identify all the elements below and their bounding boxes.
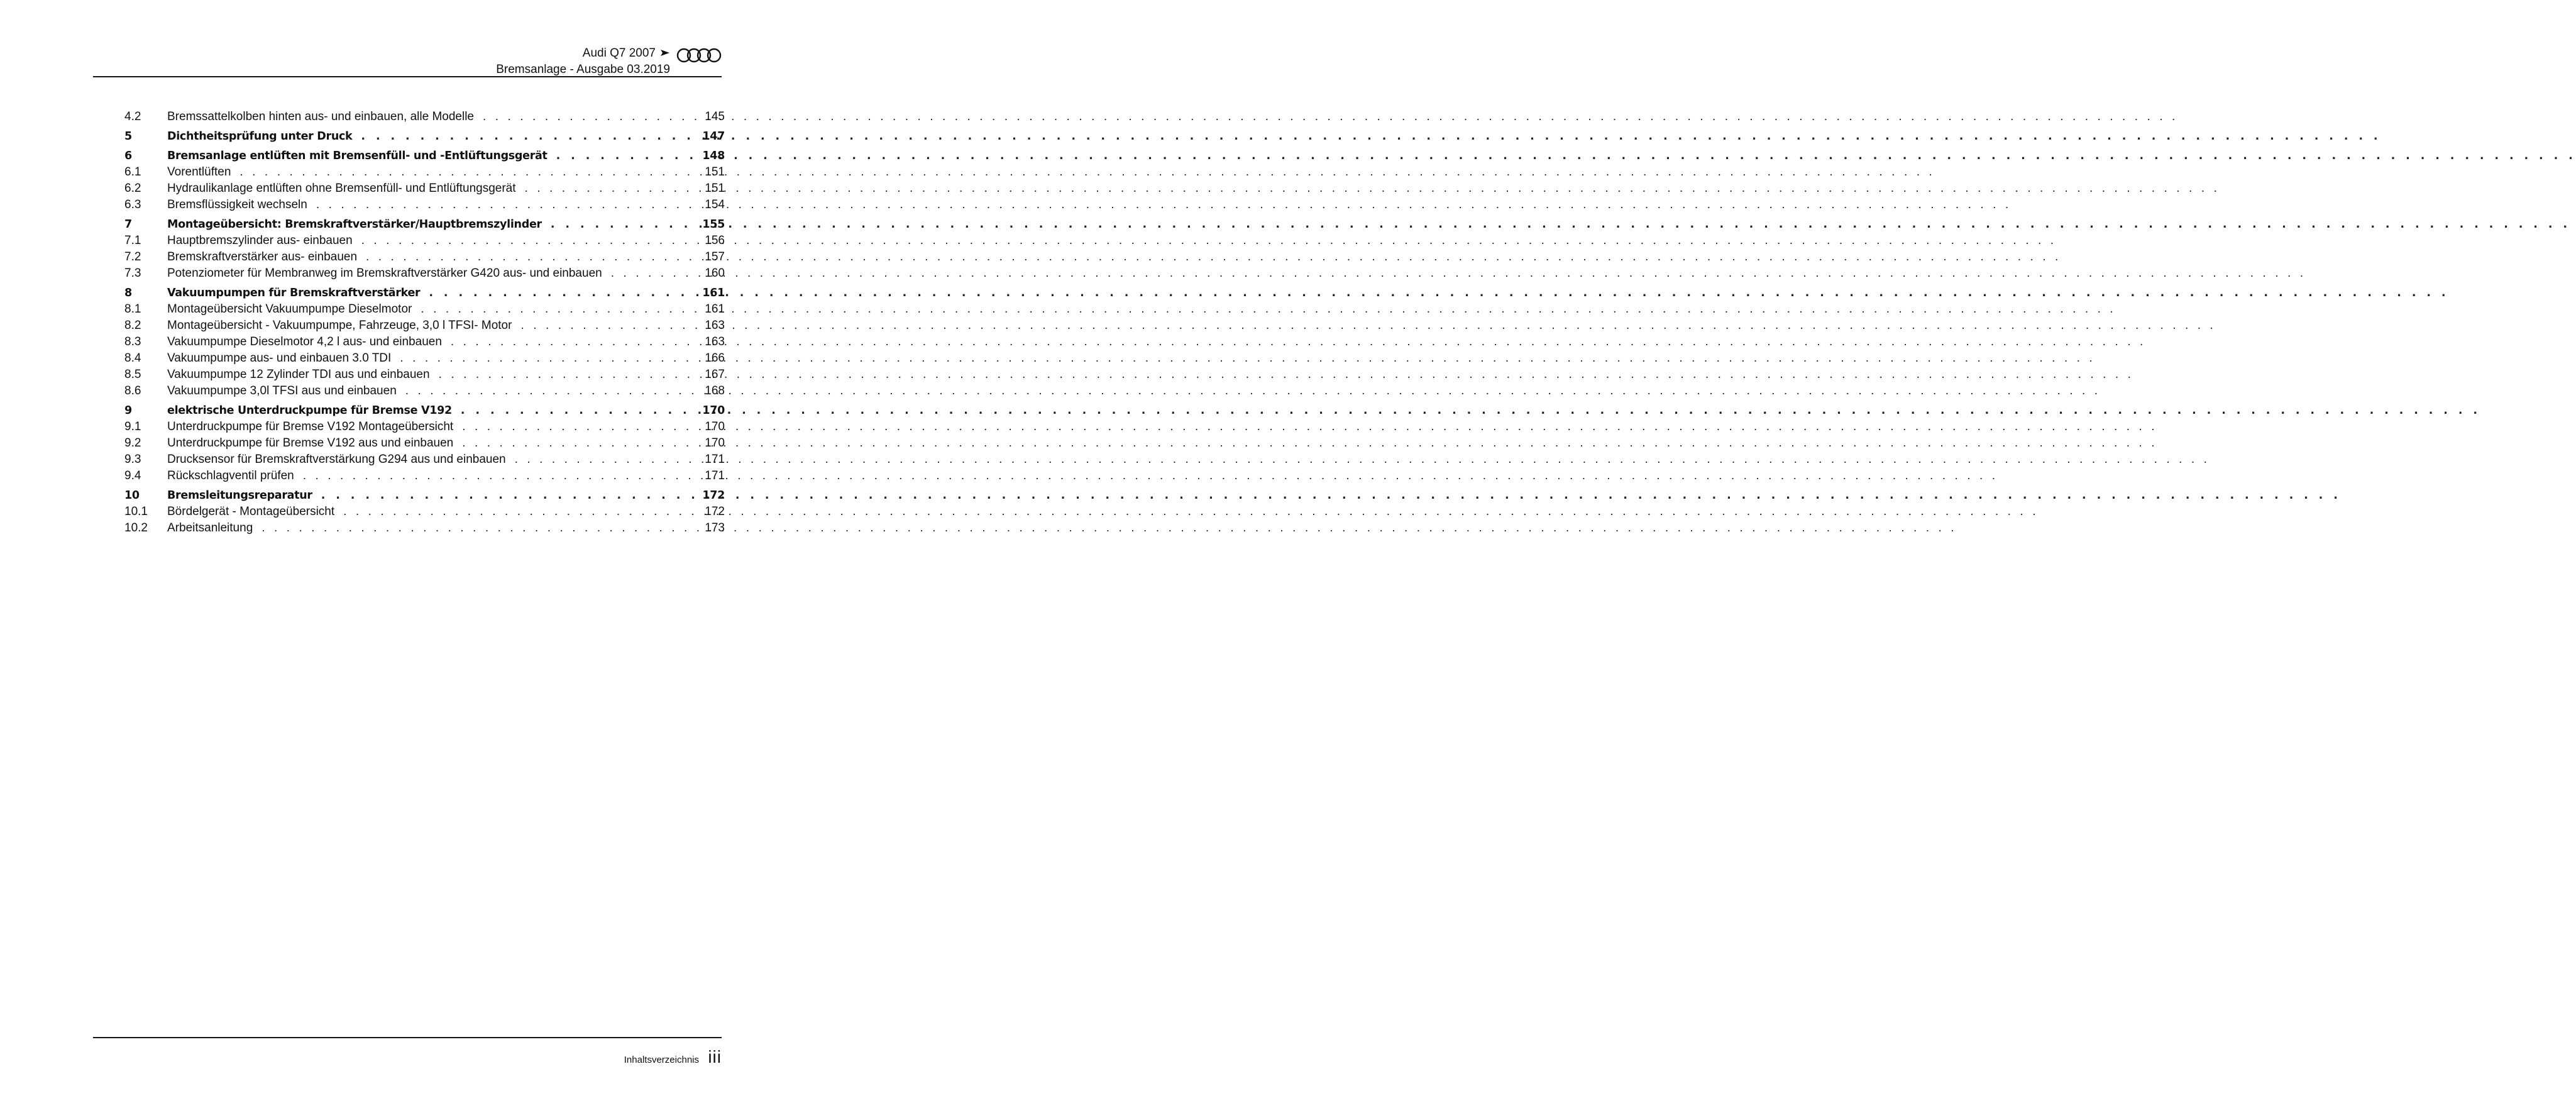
toc-entry-title: Rückschlagventil prüfen: [167, 469, 294, 482]
toc-entry-page: 154: [705, 198, 725, 211]
toc-entry-title: Hydraulikanlage entlüften ohne Bremsenfüll- und Entlüftungsgerät: [167, 182, 516, 195]
toc-leader-dots: [321, 487, 693, 504]
toc-entry-title: Montageübersicht Vakuumpumpe Dieselmotor: [167, 302, 412, 316]
toc-leader-dots: [421, 301, 693, 318]
toc-leader-dots: [400, 350, 693, 367]
toc-entry[interactable]: [124, 367, 725, 383]
toc-entry[interactable]: [124, 468, 725, 484]
toc-leader-dots: [525, 180, 693, 197]
toc-entry-page: 171: [705, 469, 725, 482]
toc-chapter-entry[interactable]: [124, 487, 725, 504]
toc-entry-page: 170: [702, 404, 725, 417]
toc-entry[interactable]: [124, 334, 725, 350]
toc-leader-dots: [551, 216, 693, 233]
toc-entry-title: Vakuumpumpe aus- und einbauen 3.0 TDI: [167, 352, 392, 365]
toc-entry-number: 7.3: [124, 267, 141, 280]
toc-entry-title: Bremskraftverstärker aus- einbauen: [167, 250, 358, 263]
toc-entry[interactable]: [124, 180, 725, 197]
toc-entry-page: 167: [705, 368, 725, 381]
toc-entry-page: 148: [702, 150, 725, 162]
toc-entry-number: 10: [124, 489, 140, 502]
toc-entry-page: 160: [705, 267, 725, 280]
toc-leader-dots: [483, 109, 693, 125]
header-subtitle: Bremsanlage - Ausgabe 03.2019: [496, 63, 670, 76]
toc-entry-number: 8: [124, 287, 132, 299]
toc-entry-page: 172: [705, 505, 725, 518]
toc-entry-page: 145: [705, 110, 725, 123]
toc-entry-title: Drucksensor für Bremskraftverstärkung G294 aus und einbauen: [167, 453, 506, 466]
toc-leader-dots: [316, 197, 693, 213]
toc-entry-number: 6: [124, 150, 132, 162]
toc-chapter-entry[interactable]: [124, 148, 725, 164]
toc-entry[interactable]: [124, 520, 725, 536]
toc-entry-page: 161: [705, 302, 725, 316]
toc-entry-title: Unterdruckpumpe für Bremse V192 Montageübersicht: [167, 420, 454, 433]
toc-entry-number: 8.2: [124, 319, 141, 332]
toc-leader-dots: [239, 164, 693, 180]
toc-entry-title: Vorentlüften: [167, 165, 231, 179]
toc-entry-number: 8.1: [124, 302, 141, 316]
toc-entry-title: Vakuumpumpe 3,0l TFSI aus und einbauen: [167, 384, 397, 397]
toc-leader-dots: [303, 468, 693, 484]
toc-entry-number: 6.3: [124, 198, 141, 211]
toc-leader-dots: [361, 128, 693, 145]
table-of-contents: [124, 109, 725, 536]
toc-entry-number: 8.5: [124, 368, 141, 381]
toc-entry[interactable]: [124, 109, 725, 125]
toc-entry[interactable]: [124, 350, 725, 367]
toc-entry-title: Vakuumpumpen für Bremskraftverstärker: [167, 287, 421, 299]
toc-entry-number: 7.1: [124, 234, 141, 247]
toc-chapter-entry[interactable]: [124, 285, 725, 301]
toc-entry-page: 172: [702, 489, 725, 502]
toc-chapter-entry[interactable]: [124, 402, 725, 419]
arrow-right-icon: [660, 48, 670, 57]
toc-entry-title: Bremsflüssigkeit wechseln: [167, 198, 307, 211]
toc-entry-title: Bremsleitungsreparatur: [167, 489, 312, 502]
toc-entry-number: 9.2: [124, 436, 141, 450]
toc-entry-page: 161: [702, 287, 725, 299]
toc-entry-title: Vakuumpumpe Dieselmotor 4,2 l aus- und einbauen: [167, 335, 442, 348]
toc-chapter-entry[interactable]: [124, 216, 725, 233]
toc-entry-number: 9: [124, 404, 132, 417]
toc-entry-page: 170: [705, 436, 725, 450]
toc-leader-dots: [462, 435, 693, 452]
header-divider: [93, 76, 722, 77]
footer-page-number: iii: [708, 1047, 722, 1067]
toc-entry-number: 8.6: [124, 384, 141, 397]
toc-entry-page: 157: [705, 250, 725, 263]
page-header: [93, 44, 722, 79]
header-model: Audi Q7 2007: [582, 47, 656, 60]
toc-leader-dots: [366, 249, 693, 265]
toc-leader-dots: [462, 419, 693, 435]
toc-leader-dots: [451, 334, 693, 350]
toc-entry[interactable]: [124, 233, 725, 249]
footer-divider: [93, 1037, 722, 1038]
toc-entry-number: 4.2: [124, 110, 141, 123]
toc-entry[interactable]: [124, 504, 725, 520]
toc-entry-number: 5: [124, 130, 132, 143]
toc-leader-dots: [556, 148, 693, 164]
audi-rings-logo: [676, 48, 722, 63]
toc-entry-number: 9.1: [124, 420, 141, 433]
toc-entry-title: Hauptbremszylinder aus- einbauen: [167, 234, 353, 247]
toc-leader-dots: [611, 265, 693, 282]
toc-entry[interactable]: [124, 164, 725, 180]
toc-entry[interactable]: [124, 419, 725, 435]
toc-entry-title: Dichtheitsprüfung unter Druck: [167, 130, 353, 143]
toc-leader-dots: [343, 504, 693, 520]
toc-entry[interactable]: [124, 249, 725, 265]
toc-entry-page: 156: [705, 234, 725, 247]
toc-entry[interactable]: [124, 452, 725, 468]
toc-entry-number: 8.4: [124, 352, 141, 365]
toc-leader-dots: [429, 285, 693, 301]
toc-entry-title: Bremsanlage entlüften mit Bremsenfüll- und -Entlüftungsgerät: [167, 150, 548, 162]
toc-entry-page: 163: [705, 319, 725, 332]
toc-entry-page: 171: [705, 453, 725, 466]
toc-entry-number: 9.3: [124, 453, 141, 466]
toc-entry-page: 151: [705, 182, 725, 195]
toc-entry-page: 166: [705, 352, 725, 365]
toc-entry-page: 155: [702, 218, 725, 231]
toc-entry-page: 168: [705, 384, 725, 397]
toc-entry-page: 170: [705, 420, 725, 433]
toc-leader-dots: [515, 452, 693, 468]
toc-entry-title: Potenziometer für Membranweg im Bremskraftverstärker G420 aus- und einbauen: [167, 267, 602, 280]
toc-entry-number: 9.4: [124, 469, 141, 482]
toc-entry[interactable]: [124, 383, 725, 399]
toc-entry-title: elektrische Unterdruckpumpe für Bremse V192: [167, 404, 452, 417]
toc-entry[interactable]: [124, 197, 725, 213]
toc-entry-page: 163: [705, 335, 725, 348]
toc-entry-number: 6.2: [124, 182, 141, 195]
footer-section-label: Inhaltsverzeichnis: [624, 1055, 699, 1065]
toc-entry-number: 10.2: [124, 521, 148, 535]
toc-entry-number: 7: [124, 218, 132, 231]
toc-entry[interactable]: [124, 301, 725, 318]
toc-entry-title: Montageübersicht - Vakuumpumpe, Fahrzeuge, 3,0 l TFSI- Motor: [167, 319, 512, 332]
toc-entry-number: 6.1: [124, 165, 141, 179]
toc-entry-number: 8.3: [124, 335, 141, 348]
toc-entry-title: Bremssattelkolben hinten aus- und einbauen, alle Modelle: [167, 110, 474, 123]
toc-leader-dots: [261, 520, 693, 536]
toc-entry-title: Unterdruckpumpe für Bremse V192 aus und einbauen: [167, 436, 454, 450]
toc-entry-title: Montageübersicht: Bremskraftverstärker/Hauptbremszylinder: [167, 218, 542, 231]
toc-chapter-entry[interactable]: [124, 128, 725, 145]
toc-entry[interactable]: [124, 435, 725, 452]
toc-leader-dots: [439, 367, 693, 383]
toc-entry-page: 151: [705, 165, 725, 179]
toc-leader-dots: [461, 402, 693, 419]
toc-entry[interactable]: [124, 265, 725, 282]
toc-entry-page: 147: [702, 130, 725, 143]
toc-entry-page: 173: [705, 521, 725, 535]
toc-entry-number: 7.2: [124, 250, 141, 263]
toc-entry-title: Arbeitsanleitung: [167, 521, 253, 535]
toc-entry-title: Bördelgerät - Montageübersicht: [167, 505, 335, 518]
toc-leader-dots: [520, 318, 693, 334]
toc-leader-dots: [405, 383, 693, 399]
toc-leader-dots: [361, 233, 693, 249]
toc-entry-number: 10.1: [124, 505, 148, 518]
toc-entry[interactable]: [124, 318, 725, 334]
toc-entry-title: Vakuumpumpe 12 Zylinder TDI aus und einbauen: [167, 368, 430, 381]
